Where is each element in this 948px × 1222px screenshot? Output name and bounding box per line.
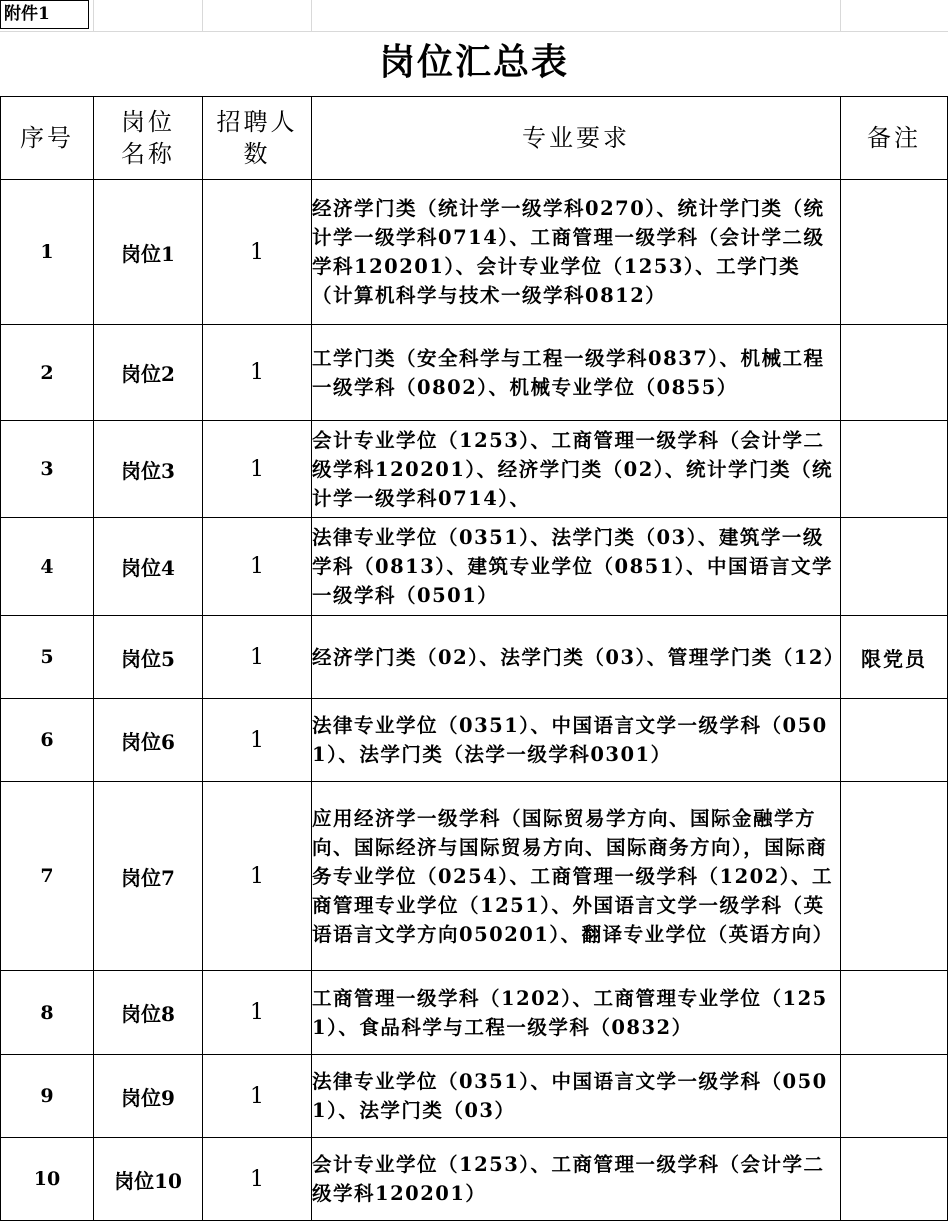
row-count: 1 (203, 518, 312, 616)
row-count: 1 (203, 180, 312, 325)
row-note (841, 518, 948, 616)
table-row (1, 325, 948, 421)
row-position-name: 岗位1 (94, 180, 203, 325)
header-requirement: 专业要求 (312, 97, 841, 180)
table-row (1, 1055, 948, 1138)
gridline (0, 31, 948, 32)
row-no: 7 (1, 782, 94, 971)
row-count: 1 (203, 782, 312, 971)
row-no: 6 (1, 699, 94, 782)
table-row (1, 616, 948, 699)
row-requirement: 经济学门类（02）、法学门类（03）、管理学门类（12） (312, 616, 841, 699)
header-count-line2: 数 (243, 140, 271, 168)
row-position-name: 岗位5 (94, 616, 203, 699)
row-position-name: 岗位2 (94, 325, 203, 421)
row-no: 3 (1, 421, 94, 518)
page-title: 岗位汇总表 (378, 41, 569, 83)
table-row (1, 971, 948, 1055)
row-no: 9 (1, 1055, 94, 1138)
row-note (841, 1138, 948, 1221)
header-row (1, 97, 948, 180)
row-requirement: 会计专业学位（1253）、工商管理一级学科（会计学二级学科120201） (312, 1138, 841, 1221)
row-note (841, 325, 948, 421)
row-note (841, 1055, 948, 1138)
row-requirement: 工学门类（安全科学与工程一级学科0837）、机械工程一级学科（0802）、机械专业学位（0855） (312, 325, 841, 421)
row-count: 1 (203, 1138, 312, 1221)
row-requirement: 法律专业学位（0351）、中国语言文学一级学科（0501）、法学门类（03） (312, 1055, 841, 1138)
table-row (1, 782, 948, 971)
header-no: 序号 (1, 97, 94, 180)
header-name-line1: 岗位 (121, 108, 175, 136)
row-position-name: 岗位7 (94, 782, 203, 971)
row-requirement: 经济学门类（统计学一级学科0270）、统计学门类（统计学一级学科0714）、工商管理一级学科（会计学二级学科120201）、会计专业学位（1253）、工学门类（计算机科学与技术一级学科0812） (312, 180, 841, 325)
row-requirement: 应用经济学一级学科（国际贸易学方向、国际金融学方向、国际经济与国际贸易方向、国际商务方向），国际商务专业学位（0254）、工商管理一级学科（1202）、工商管理专业学位（1251）、外国语言文学一级学科（英语语言文学方向050201）、翻译专业学位（英语方向） (312, 782, 841, 971)
row-note (841, 782, 948, 971)
row-no: 5 (1, 616, 94, 699)
table-row (1, 180, 948, 325)
gridline (311, 0, 312, 31)
row-position-name: 岗位9 (94, 1055, 203, 1138)
row-count: 1 (203, 1055, 312, 1138)
row-no: 2 (1, 325, 94, 421)
row-count: 1 (203, 325, 312, 421)
row-requirement: 会计专业学位（1253）、工商管理一级学科（会计学二级学科120201）、经济学门类（02）、统计学门类（统计学一级学科0714）、 (312, 421, 841, 518)
table-row (1, 699, 948, 782)
row-requirement: 法律专业学位（0351）、中国语言文学一级学科（0501）、法学门类（法学一级学科0301） (312, 699, 841, 782)
row-position-name: 岗位6 (94, 699, 203, 782)
row-note (841, 971, 948, 1055)
row-position-name: 岗位10 (94, 1138, 203, 1221)
row-position-name: 岗位3 (94, 421, 203, 518)
row-note (841, 421, 948, 518)
row-note: 限党员 (841, 616, 948, 699)
row-no: 1 (1, 180, 94, 325)
row-requirement: 法律专业学位（0351）、法学门类（03）、建筑学一级学科（0813）、建筑专业学位（0851）、中国语言文学一级学科（0501） (312, 518, 841, 616)
row-position-name: 岗位4 (94, 518, 203, 616)
row-no: 8 (1, 971, 94, 1055)
header-name-line2: 名称 (121, 140, 175, 168)
row-no: 4 (1, 518, 94, 616)
row-count: 1 (203, 971, 312, 1055)
row-count: 1 (203, 421, 312, 518)
row-requirement: 工商管理一级学科（1202）、工商管理专业学位（1251）、食品科学与工程一级学科（0832） (312, 971, 841, 1055)
table-row (1, 421, 948, 518)
position-summary-table (0, 96, 948, 1221)
row-position-name: 岗位8 (94, 971, 203, 1055)
header-count-line1: 招聘人 (216, 108, 298, 136)
header-count (203, 97, 312, 180)
row-note (841, 180, 948, 325)
header-name (94, 97, 203, 180)
gridline (93, 0, 94, 31)
header-note: 备注 (841, 97, 948, 180)
table-row (1, 1138, 948, 1221)
gridline (840, 0, 841, 31)
row-count: 1 (203, 699, 312, 782)
row-no: 10 (1, 1138, 94, 1221)
table-row (1, 518, 948, 616)
row-note (841, 699, 948, 782)
attachment-label: 附件1 (0, 0, 89, 29)
row-count: 1 (203, 616, 312, 699)
gridline (202, 0, 203, 31)
